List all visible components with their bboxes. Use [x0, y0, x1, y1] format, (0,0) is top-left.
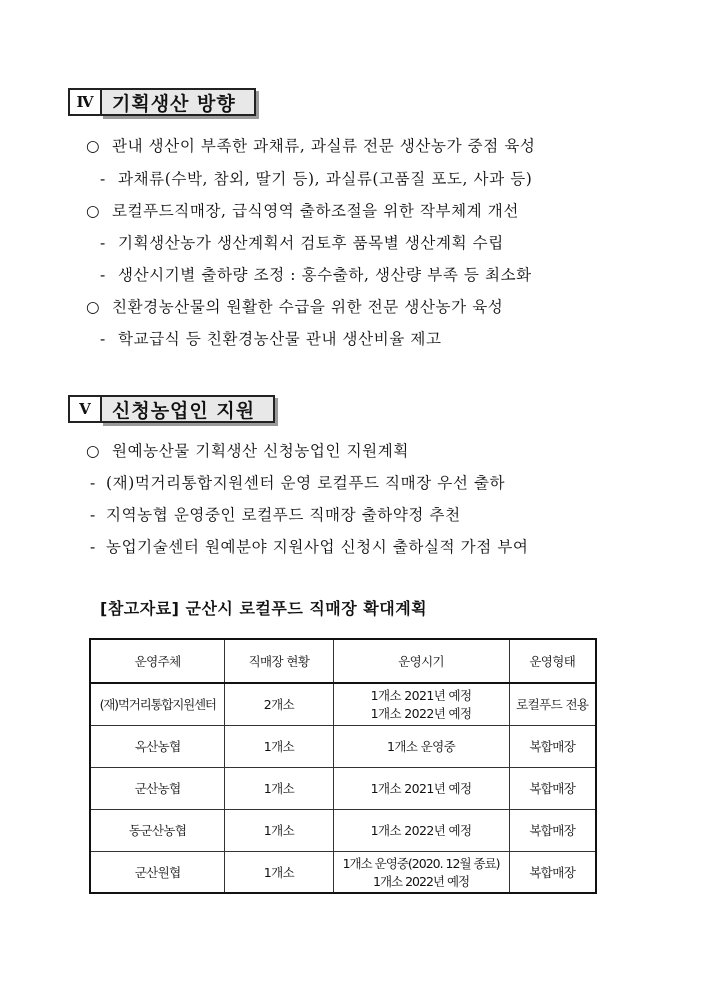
entity-cell: 동군산농협	[90, 809, 225, 851]
list-item	[90, 535, 529, 557]
period-cell	[333, 683, 509, 725]
period-line: 1개소 2022년 예정	[370, 706, 472, 722]
dash-bullet: -	[90, 538, 96, 556]
period-line: 1개소 2022년 예정	[370, 823, 472, 838]
period-line: 1개소 2021년 예정	[370, 688, 472, 704]
item-text: 관내 생산이 부족한 과채류, 과실류 전문 생산농가 중점 육성	[112, 137, 536, 155]
list-item	[86, 295, 503, 317]
status-cell: 1개소	[225, 725, 333, 767]
period-line: 1개소 2022년 예정	[373, 873, 470, 889]
section-4-title: 기획생산 방향	[100, 88, 256, 116]
dash-bullet: -	[100, 170, 106, 188]
section-4-header	[68, 88, 256, 116]
circle-bullet: ○	[86, 298, 101, 316]
item-text: 기획생산농가 생산계획서 검토후 품목별 생산계획 수립	[118, 234, 504, 252]
status-cell: 2개소	[225, 683, 333, 725]
entity-cell: 군산농협	[90, 767, 225, 809]
entity-cell: (재)먹거리통합지원센터	[90, 683, 225, 725]
section-5-title: 신청농업인 지원	[100, 395, 275, 423]
column-header: 직매장 현황	[225, 639, 333, 683]
dash-bullet: -	[100, 330, 106, 348]
item-text: 로컬푸드직매장, 급식영역 출하조절을 위한 작부체계 개선	[112, 202, 519, 220]
entity-cell: 군산원협	[90, 851, 225, 893]
item-text: 원예농산물 기획생산 신청농업인 지원계획	[112, 442, 409, 460]
table-row	[90, 851, 596, 893]
local-food-store-plan-table	[89, 638, 597, 894]
item-text: 학교급식 등 친환경농산물 관내 생산비율 제고	[118, 330, 442, 348]
type-cell: 복합매장	[509, 809, 596, 851]
entity-cell: 옥산농협	[90, 725, 225, 767]
section-5-number: Ⅴ	[68, 395, 100, 423]
dash-bullet: -	[100, 234, 106, 252]
period-line: 1개소 운영중	[387, 739, 456, 754]
status-cell: 1개소	[225, 851, 333, 893]
column-header: 운영주체	[90, 639, 225, 683]
item-text: 친환경농산물의 원활한 수급을 위한 전문 생산농가 육성	[112, 298, 504, 316]
table-row	[90, 767, 596, 809]
type-cell: 복합매장	[509, 725, 596, 767]
item-text: 지역농협 운영중인 로컬푸드 직매장 출하약정 추천	[106, 506, 461, 524]
list-item	[100, 327, 442, 349]
dash-bullet: -	[100, 266, 106, 284]
period-cell	[333, 851, 509, 893]
column-header: 운영시기	[333, 639, 509, 683]
period-line: 1개소 운영중(2020. 12월 종료)	[342, 855, 500, 871]
period-cell	[333, 767, 509, 809]
section-5-header	[68, 395, 275, 423]
status-cell: 1개소	[225, 809, 333, 851]
item-text: 농업기술센터 원예분야 지원사업 신청시 출하실적 가점 부여	[106, 538, 529, 556]
type-cell: 복합매장	[509, 767, 596, 809]
period-cell	[333, 809, 509, 851]
circle-bullet: ○	[86, 442, 101, 460]
list-item	[100, 231, 504, 253]
list-item	[100, 167, 532, 189]
dash-bullet: -	[90, 506, 96, 524]
dash-bullet: -	[90, 474, 96, 492]
item-text: 생산시기별 출하량 조정 : 홍수출하, 생산량 부족 등 최소화	[118, 266, 532, 284]
type-cell: 로컬푸드 전용	[509, 683, 596, 725]
status-cell: 1개소	[225, 767, 333, 809]
list-item	[90, 471, 505, 493]
table-row	[90, 725, 596, 767]
list-item	[90, 503, 461, 525]
circle-bullet: ○	[86, 202, 101, 220]
item-text: (재)먹거리통합지원센터 운영 로컬푸드 직매장 우선 출하	[106, 474, 506, 492]
column-header: 운영형태	[509, 639, 596, 683]
type-cell: 복합매장	[509, 851, 596, 893]
table-header-row	[90, 639, 596, 683]
list-item	[100, 263, 532, 285]
section-4-number: Ⅳ	[68, 88, 100, 116]
circle-bullet: ○	[86, 137, 101, 155]
list-item	[86, 439, 409, 461]
list-item	[86, 199, 519, 221]
item-text: 과채류(수박, 참외, 딸기 등), 과실류(고품질 포도, 사과 등)	[118, 170, 533, 188]
list-item	[86, 134, 536, 156]
period-cell	[333, 725, 509, 767]
period-line: 1개소 2021년 예정	[370, 781, 472, 796]
table-row	[90, 683, 596, 725]
table-row	[90, 809, 596, 851]
reference-title: [참고자료] 군산시 로컬푸드 직매장 확대계획	[100, 599, 428, 618]
